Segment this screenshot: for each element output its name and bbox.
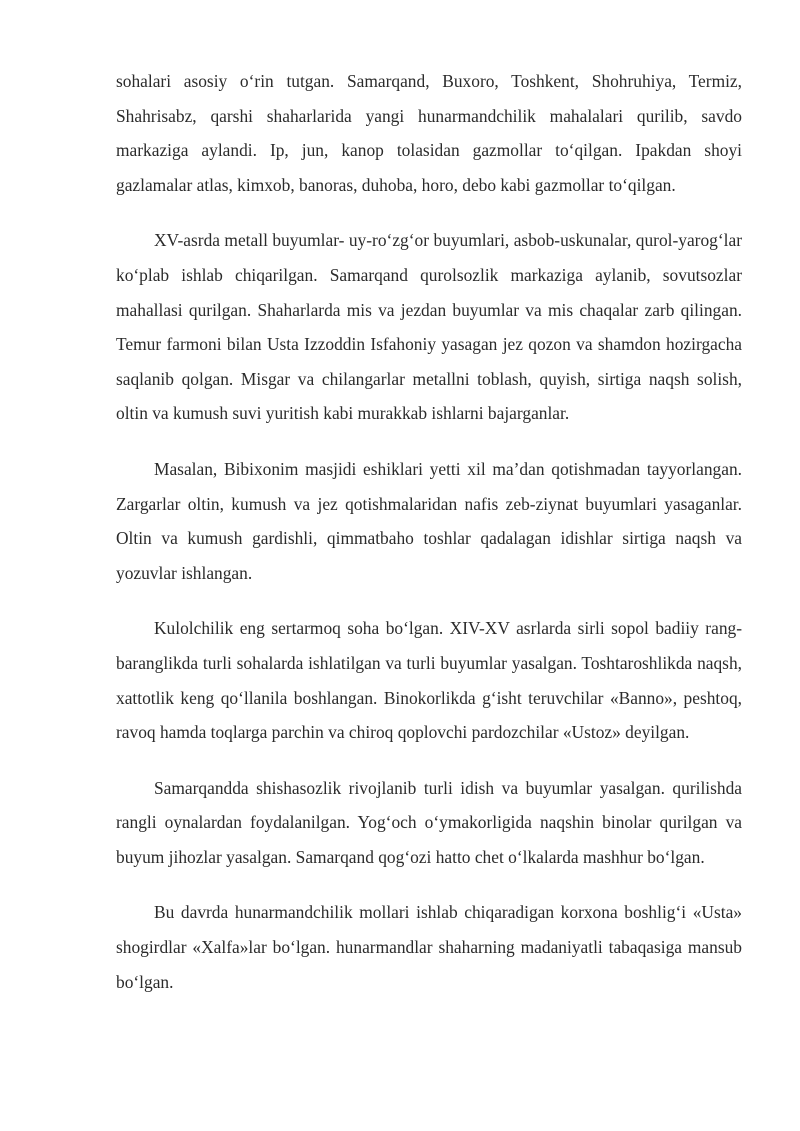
document-page bbox=[116, 64, 742, 1020]
paragraph-metal-goods: XV-asrda metall buyumlar- uy-ro‘zg‘or buyumlari, asbob-uskunalar, qurol-yarog‘lar ko‘plab ishlab chiqarilgan. Samarqand qurolsozlik markaziga aylanib, sovutsozlar mahallasi qurilgan. Shaharlarda mis va jezdan buyumlar va mis chaqalar zarb qilingan. Temur farmoni bilan Usta Izzoddin Isfahoniy yasagan jez qozon va shamdon hozirgacha saqlanib qolgan. Misgar va chilangarlar metallni toblash, quyish, sirtiga naqsh solish, oltin va kumush suvi yuritish kabi murakkab ishlarni bajarganlar. bbox=[116, 230, 742, 424]
paragraph-glassmaking: Samarqandda shishasozlik rivojlanib turli idish va buyumlar yasalgan. qurilishda rangli oynalardan foydalanilgan. Yog‘och o‘ymakorligida naqshin binolar qurilgan va buyum jihozlar yasalgan. Samarqand qog‘ozi hatto chet o‘lkalarda mashhur bo‘lgan. bbox=[116, 777, 742, 867]
paragraph-continuation: sohalari asosiy o‘rin tutgan. Samarqand, Buxoro, Toshkent, Shohruhiya, Termiz, Shahrisabz, qarshi shaharlarida yangi hunarmandchilik mahalalari qurilib, savdo markaziga aylandi. Ip, jun, kanop tolasidan gazmollar to‘qilgan. Ipakdan shoyi gazlamalar atlas, kimxob, banoras, duhoba, horo, debo kabi gazmollar to‘qilgan. bbox=[116, 71, 742, 195]
paragraph-pottery: Kulolchilik eng sertarmoq soha bo‘lgan. XIV-XV asrlarda sirli sopol badiiy rang-baranglikda turli sohalarda ishlatilgan va turli buyumlar yasalgan. Toshtaroshlikda naqsh, xattotlik keng qo‘llanila boshlangan. Binokorlikda g‘isht teruvchilar «Banno», peshtoq, ravoq hamda toqlarga parchin va chiroq qoplovchi pardozchilar «Ustoz» deyilgan. bbox=[116, 618, 742, 743]
paragraph-workshop: Bu davrda hunarmandchilik mollari ishlab chiqaradigan korxona boshlig‘i «Usta» shogirdlar «Xalfa»lar bo‘lgan. hunarmandlar shaharning madaniyatli tabaqasiga mansub bo‘lgan. bbox=[116, 902, 742, 992]
paragraph-bibixonim: Masalan, Bibixonim masjidi eshiklari yetti xil ma’dan qotishmadan tayyorlangan. Zargarlar oltin, kumush va jez qotishmalaridan nafis zeb-ziynat buyumlari yasaganlar. Oltin va kumush gardishli, qimmatbaho toshlar qadalagan idishlar sirtiga naqsh va yozuvlar ishlangan. bbox=[116, 458, 742, 583]
